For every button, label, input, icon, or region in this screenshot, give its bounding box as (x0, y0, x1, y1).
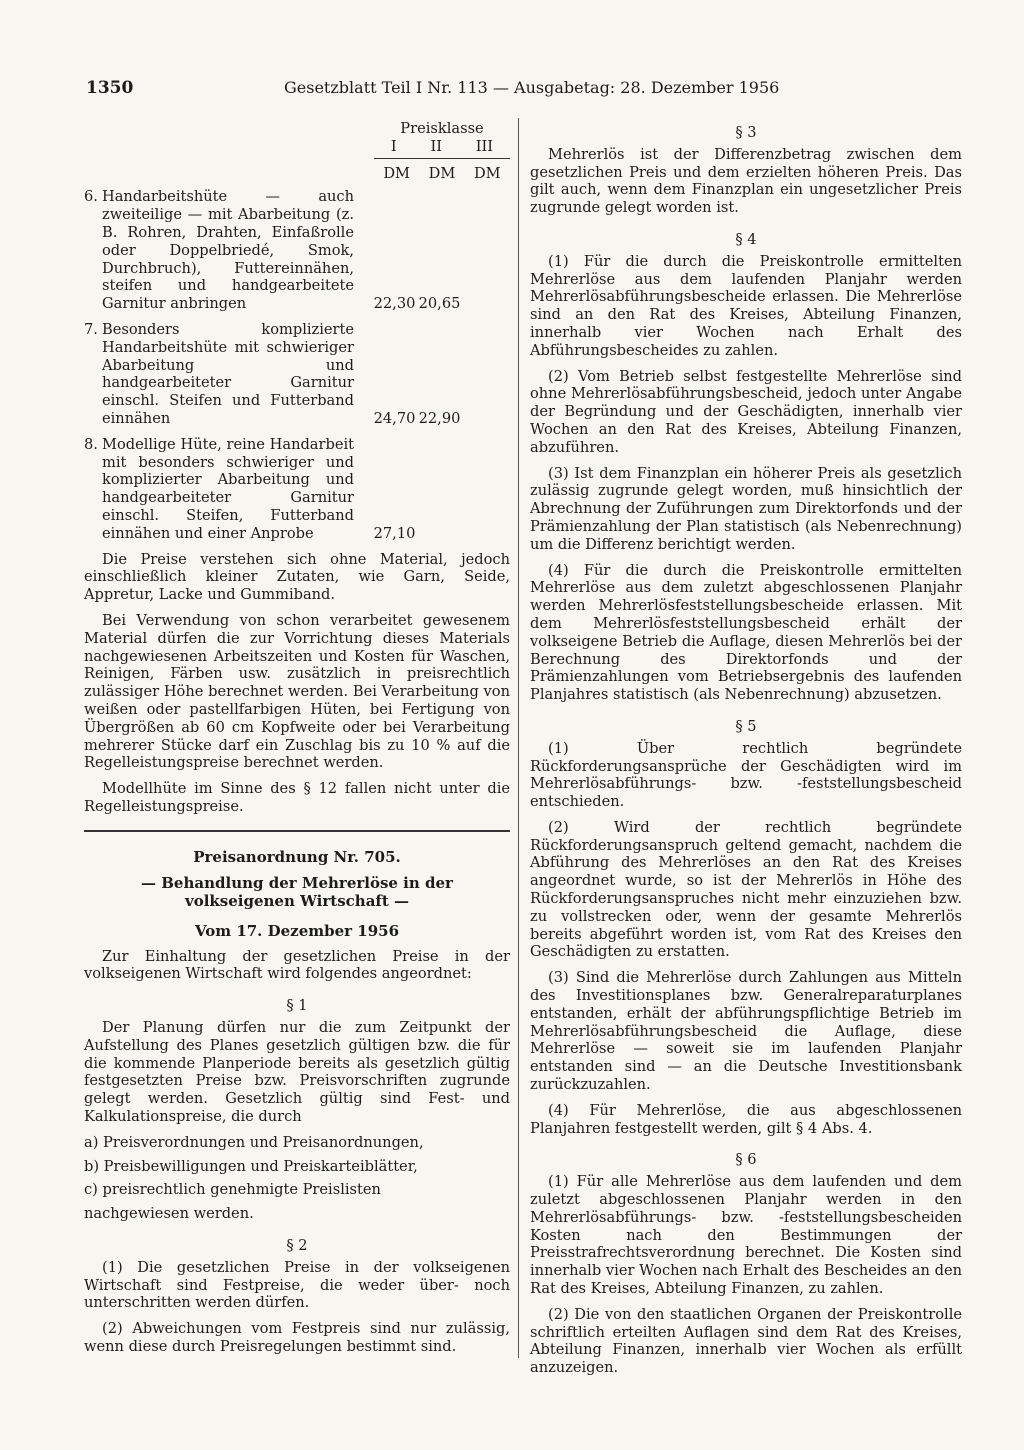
section-1-text: Der Planung dürfen nur die zum Zeitpunkt der Aufstellung des Planes gesetzlich gültigen bzw. die für die kommende Planperiode bereits als gesetzlich gültig festgesetzten Preise bzw. Preisvorschriften zugrunde gelegt werden. Gesetzlich gültig sind Fest- und Kalkulationspreise, die durch (84, 1019, 510, 1126)
item-number: 8. (84, 435, 98, 453)
price-class-ii: II (430, 137, 442, 155)
section-rule (84, 830, 510, 832)
ordinance-intro: Zur Einhaltung der gesetzlichen Preise in der volkseigenen Wirtschaft wird folgendes angeordnet: (84, 947, 510, 983)
section-6-title: § 6 (735, 1151, 757, 1169)
section-5-para-1: (1) Über rechtlich begründete Rückforderungsansprüche der Geschädigten wird im Mehrerlösabführungs- bzw. -feststellungsbescheid entschieden. (530, 739, 962, 811)
section-6-para-2: (2) Die von den staatlichen Organen der Preiskontrolle schriftlich erteilten Auflagen sind dem Rat des Kreises, Abteilung Finanzen, innerhalb vier Wochen als erfüllt anzuzeigen. (530, 1305, 962, 1377)
item-text: Modellige Hüte, reine Handarbeit mit besonders schwieriger und komplizierter Abarbeitung und handgearbeiteter Garnitur einschl. Steifen, Futterband einnähen und einer Anprobe (102, 435, 354, 542)
page-header (86, 78, 780, 98)
section-4-para-3: (3) Ist dem Finanzplan ein höherer Preis als gesetzlich zulässig zugrunde gelegt worden, muß hinsichtlich der Abrechnung der Zuführungen zum Direktorfonds und der Prämienzahlung der Plan statistisch (als Nebenrechnung) um die Differenz berichtigt werden. (530, 464, 962, 553)
item-text: Besonders komplizierte Handarbeitshüte mit schwieriger Abarbeitung und handgearbeiteter Garnitur einschl. Steifen und Futterband einnähen (102, 320, 354, 427)
price-ii: 20,65 (418, 295, 461, 313)
section-1-list (84, 1134, 510, 1199)
item-prices (372, 436, 508, 543)
item-text: Handarbeitshüte — auch zweiteilige — mit Abarbeitung (z. B. Rohren, Drahten, Einfaßrolle oder Doppelbriedé, Smok, Durchbruch), Futtereinnähen, steifen und handgearbeitete Garnitur anbringen (102, 188, 354, 313)
section-4-title: § 4 (735, 230, 757, 248)
list-item: b) Preisbewilligungen und Preiskarteiblätter, (84, 1157, 418, 1175)
section-3-title: § 3 (735, 124, 757, 141)
page-number: 1350 (86, 78, 134, 98)
right-column (530, 120, 962, 1385)
section-3-para-1: Mehrerlös ist der Differenzbetrag zwischen dem gesetzlichen Preis und dem erzielten höheren Preis. Das gilt auch, wenn dem Finanzplan ein ungesetzlicher Preis zugrunde gelegt worden ist. (530, 145, 962, 217)
left-column (84, 120, 510, 1364)
section-5-para-3: (3) Sind die Mehrerlöse durch Zahlungen aus Mitteln des Investitionsplanes bzw. Generalreparaturplanes entstanden, erhält der abführungspflichtige Betrieb im Mehrerlösabführungsbescheid die Auflage, diese Mehrerlöse — soweit sie im laufenden Planjahr entstanden sind — an die Deutsche Investitionsbank zurückzuzahlen. (530, 969, 962, 1094)
unit-dm-i: DM (383, 164, 410, 182)
gazette-title: Gesetzblatt Teil I Nr. 113 — Ausgabetag: 28. Dezember 1956 (284, 78, 780, 97)
item-number: 6. (84, 188, 98, 206)
column-divider (518, 118, 519, 1358)
section-4-para-2: (2) Vom Betrieb selbst festgestellte Mehrerlöse sind ohne Mehrerlösabführungsbescheid, jedoch unter Angabe der Begründung und der Geschädigten, innerhalb vier Wochen an den Rat des Kreises, Abteilung Finanzen, abzuführen. (530, 367, 962, 456)
unit-dm-iii: DM (473, 164, 501, 182)
paragraph-materials: Die Preise verstehen sich ohne Material, jedoch einschließlich kleiner Zutaten, wie Garn, Seide, Appretur, Lacke und Gummiband. (84, 550, 510, 604)
price-i: 27,10 (373, 524, 416, 542)
section-5-title: § 5 (735, 717, 757, 735)
price-ii: 22,90 (418, 409, 461, 427)
price-class-i: I (390, 137, 397, 155)
list-item: a) Preisverordnungen und Preisanordnungen, (84, 1133, 424, 1151)
section-1-title: § 1 (286, 997, 308, 1015)
unit-dm-ii: DM (428, 164, 456, 182)
section-6-para-1: (1) Für alle Mehrerlöse aus dem laufenden und dem zuletzt abgeschlossenen Planjahr werden in den Mehrerlösabführungs- bzw. -feststellungsbescheiden Kosten nach den Bestimmungen der Preisstrafrechtsverordnung berechnet. Die Kosten sind innerhalb vier Wochen nach Erhalt des Bescheides an den Rat des Kreises, Abteilung Finanzen, zu zahlen. (530, 1173, 962, 1298)
section-2-para-1: (1) Die gesetzlichen Preise in der volkseigenen Wirtschaft sind Festpreise, die weder über- noch unterschritten werden dürfen. (84, 1258, 510, 1312)
price-class-label: Preisklasse (400, 120, 484, 137)
price-i: 22,30 (373, 295, 416, 313)
item-prices (372, 321, 508, 428)
item-number: 7. (84, 320, 98, 338)
price-class-header (374, 120, 510, 159)
section-2-para-2: (2) Abweichungen vom Festpreis sind nur zulässig, wenn diese durch Preisregelungen bestimmt sind. (84, 1320, 510, 1356)
section-2-title: § 2 (286, 1237, 308, 1255)
ordinance-title: Preisanordnung Nr. 705. (193, 847, 401, 866)
section-4-para-1: (1) Für die durch die Preiskontrolle ermittelten Mehrerlöse aus dem laufenden Planjahr werden Mehrerlösabführungsbescheide erlassen. Die Mehrerlöse sind an den Rat des Kreises, Abteilung Finanzen, innerhalb vier Wochen nach Erhalt des Abführungsbescheides zu zahlen. (530, 252, 962, 359)
price-class-columns (374, 138, 510, 159)
price-item-7 (84, 321, 510, 428)
item-prices (372, 188, 508, 313)
paragraph-model-hats: Modellhüte im Sinne des § 12 fallen nicht unter die Regelleistungspreise. (84, 780, 510, 815)
section-5-para-4: (4) Für Mehrerlöse, die aus abgeschlossenen Planjahren festgestellt werden, gilt § 4 Abs. 4. (530, 1101, 962, 1137)
price-i: 24,70 (373, 409, 416, 427)
ordinance-date: Vom 17. Dezember 1956 (194, 921, 400, 940)
price-item-8 (84, 436, 510, 543)
ordinance-subtitle: — Behandlung der Mehrerlöse in der volkseigenen Wirtschaft — (141, 873, 453, 910)
paragraph-surcharge: Bei Verwendung von schon verarbeitet gewesenem Material dürfen die zur Vorrichtung dieses Materials nachgewiesenen Arbeitszeiten und Kosten für Waschen, Reinigen, Färben usw. zusätzlich in preisrechtlich zulässiger Höhe berechnet werden. Bei Verarbeitung von weißen oder pastellfarbigen Hüten, bei Fertigung von Übergrößen ab 60 cm Kopfweite oder bei Verarbeitung mehrerer Stücke darf ein Zuschlag bis zu 10 % auf die Regelleistungspreise berechnet werden. (84, 611, 510, 772)
section-1-closing: nachgewiesen werden. (84, 1205, 254, 1223)
section-4-para-4: (4) Für die durch die Preiskontrolle ermittelten Mehrerlöse aus dem zuletzt abgeschlossenen Planjahr werden Mehrerlösfeststellungsbescheide erlassen. Mit dem Mehrerlösfeststellungsbescheid erhält der volkseigene Betrieb die Auflage, diesen Mehrerlös bei der Berechnung des Direktorfonds und der Prämienzahlungen vom Betriebsergebnis des laufenden Planjahres statistisch (als Nebenrechnung) abzusetzen. (530, 561, 962, 704)
price-item-6 (84, 188, 510, 313)
section-5-para-2: (2) Wird der rechtlich begründete Rückforderungsanspruch geltend gemacht, nachdem die Abführung des Mehrerlöses an den Rat des Kreises angeordnet wurde, so ist der Mehrerlös in Höhe des Rückforderungsanspruches nicht mehr einzuziehen bzw. zu vollstrecken oder, wenn der gesamte Mehrerlös bereits abgeführt worden ist, vom Rat des Kreises den Geschädigten zu erstatten. (530, 818, 962, 961)
list-item: c) preisrechtlich genehmigte Preislisten (84, 1181, 381, 1199)
price-unit-row (374, 165, 510, 183)
price-class-iii: III (475, 137, 494, 155)
